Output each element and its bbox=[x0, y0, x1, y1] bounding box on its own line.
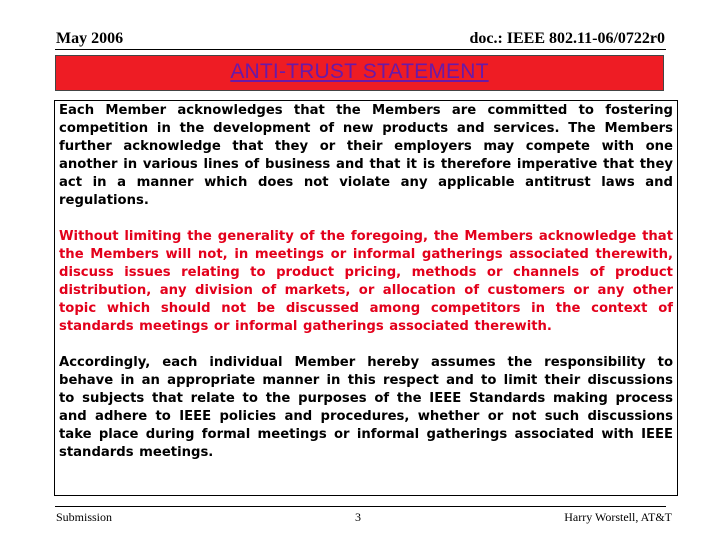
statement-body bbox=[54, 100, 678, 496]
header-divider bbox=[55, 49, 666, 50]
title-banner bbox=[55, 55, 664, 91]
footer-submission: Submission bbox=[56, 510, 113, 524]
page-number: 3 bbox=[355, 510, 361, 524]
paragraph-prohibited-topics: Without limiting the generality of the foregoing, the Members acknowledge that the Members will not, in meetings or informal gatherings associated therewith, discuss issues relating to product pricing, methods or channels of product distribution, any division of markets, or allocation of customers or any other topic which should not be discussed among competitors in the context of standards meetings or informal gatherings associated therewith. bbox=[59, 229, 673, 334]
footer-author: Harry Worstell, AT&T bbox=[564, 510, 672, 524]
paragraph-acknowledgement: Each Member acknowledges that the Members are committed to fostering competition in the development of new products and services. The Members further acknowledge that they or their employers may compete with one another in various lines of business and that it is therefore imperative that they act in a manner which does not violate any applicable antitrust laws and regulations. bbox=[59, 103, 673, 208]
header-date: May 2006 bbox=[56, 30, 124, 47]
footer-divider bbox=[55, 506, 666, 507]
slide-title[interactable]: ANTI-TRUST STATEMENT bbox=[230, 60, 489, 83]
paragraph-responsibility: Accordingly, each individual Member hereby assumes the responsibility to behave in an appropriate manner in this respect and to limit their discussions to subjects that relate to the purposes of the IEEE Standards making process and adhere to IEEE policies and procedures, whether or not such discussions take place during formal meetings or informal gatherings associated with IEEE standards meetings. bbox=[59, 355, 673, 460]
header-doc-id: doc.: IEEE 802.11-06/0722r0 bbox=[469, 30, 665, 47]
